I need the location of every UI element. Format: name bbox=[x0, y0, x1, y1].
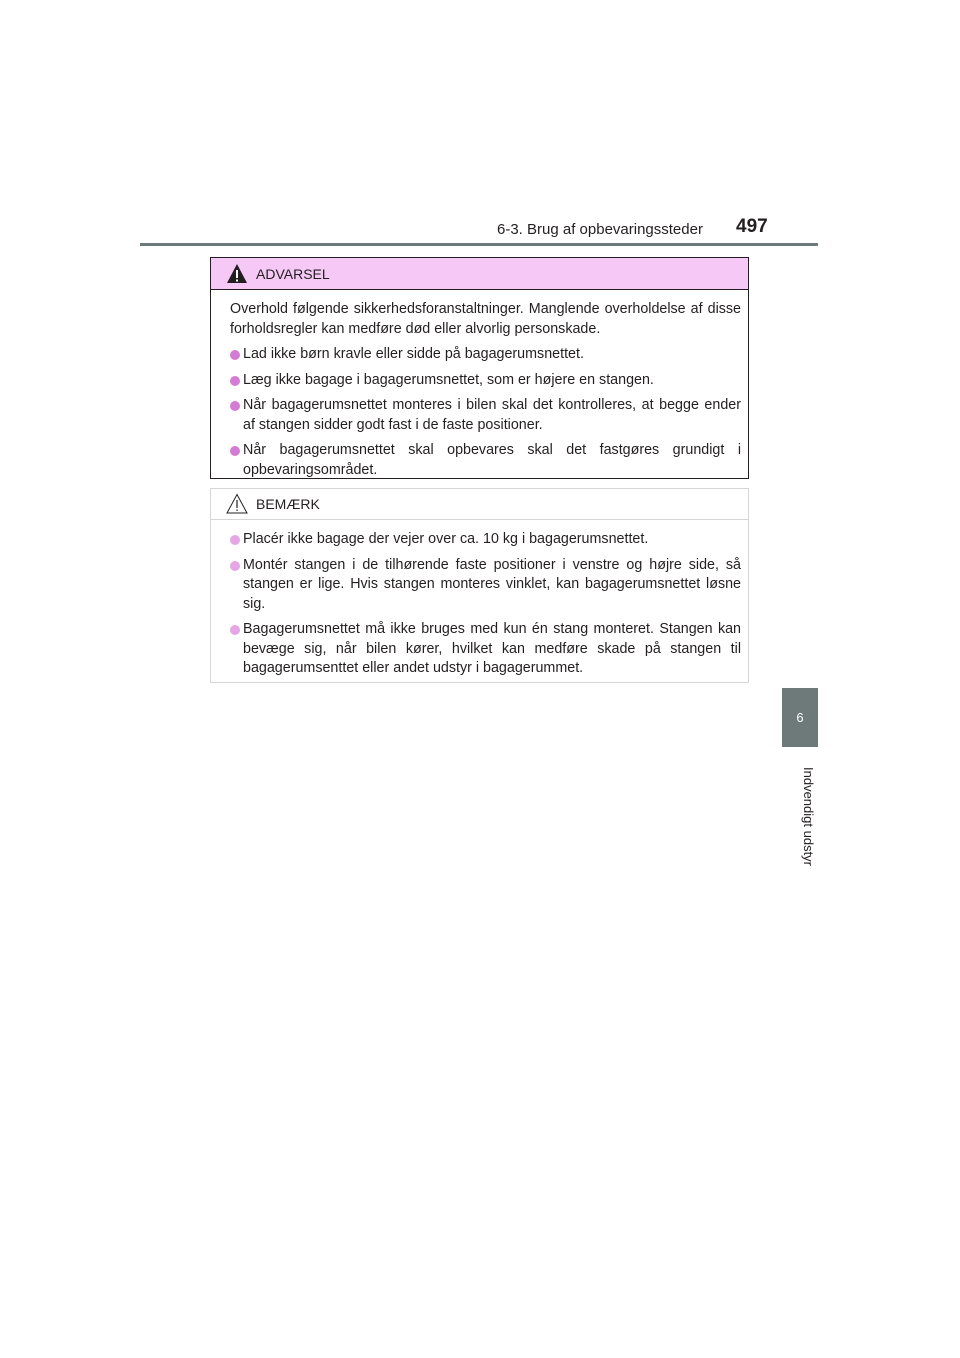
bullet-icon bbox=[230, 561, 240, 571]
warning-box bbox=[210, 257, 749, 479]
list-item: Læg ikke bagage i bagagerumsnettet, som er højere en stangen. bbox=[230, 371, 741, 391]
note-title: BEMÆRK bbox=[256, 496, 320, 512]
chapter-label: Indvendigt udstyr bbox=[801, 767, 816, 867]
bullet-icon bbox=[230, 350, 240, 360]
warning-title: ADVARSEL bbox=[256, 265, 330, 282]
page-number: 497 bbox=[736, 216, 768, 237]
bullet-icon bbox=[230, 446, 240, 456]
list-item: Når bagagerumsnettet monteres i bilen skal det kontrolleres, at begge ender af stangen sidder godt fast i de faste positioner. bbox=[230, 396, 741, 435]
section-title: 6-3. Brug af opbevaringssteder bbox=[497, 221, 703, 238]
warning-intro: Overhold følgende sikkerhedsforanstaltninger. Manglende overholdelse af disse forholdsregler kan medføre død eller alvorlig personskade. bbox=[230, 301, 741, 337]
warning-body bbox=[211, 290, 748, 480]
note-header bbox=[211, 489, 748, 520]
list-item: Lad ikke børn kravle eller sidde på bagagerumsnettet. bbox=[230, 345, 741, 365]
list-item: Bagagerumsnettet må ikke bruges med kun én stang monteret. Stangen kan bevæge sig, når bilen kører, hvilket kan medføre skade på stangen til bagagerumsenttet eller andet udstyr i bagagerummet. bbox=[230, 620, 741, 679]
bullet-icon bbox=[230, 376, 240, 386]
bullet-icon bbox=[230, 625, 240, 635]
list-item: Når bagagerumsnettet skal opbevares skal det fastgøres grundigt i opbevaringsområdet. bbox=[230, 441, 741, 480]
caution-triangle-outline-icon bbox=[226, 493, 248, 515]
warning-triangle-icon bbox=[226, 263, 248, 285]
note-body bbox=[211, 520, 748, 679]
list-item: Placér ikke bagage der vejer over ca. 10 kg i bagagerumsnettet. bbox=[230, 530, 741, 550]
note-box bbox=[210, 488, 749, 683]
chapter-tab bbox=[782, 688, 818, 747]
chapter-number: 6 bbox=[796, 710, 804, 725]
list-item: Montér stangen i de tilhørende faste positioner i venstre og højre side, så stangen er lige. Hvis stangen monteres vinklet, kan bagagerumsnettet løsne sig. bbox=[230, 556, 741, 615]
header-rule bbox=[140, 243, 818, 246]
warning-header bbox=[211, 258, 748, 290]
bullet-icon bbox=[230, 535, 240, 545]
bullet-icon bbox=[230, 401, 240, 411]
